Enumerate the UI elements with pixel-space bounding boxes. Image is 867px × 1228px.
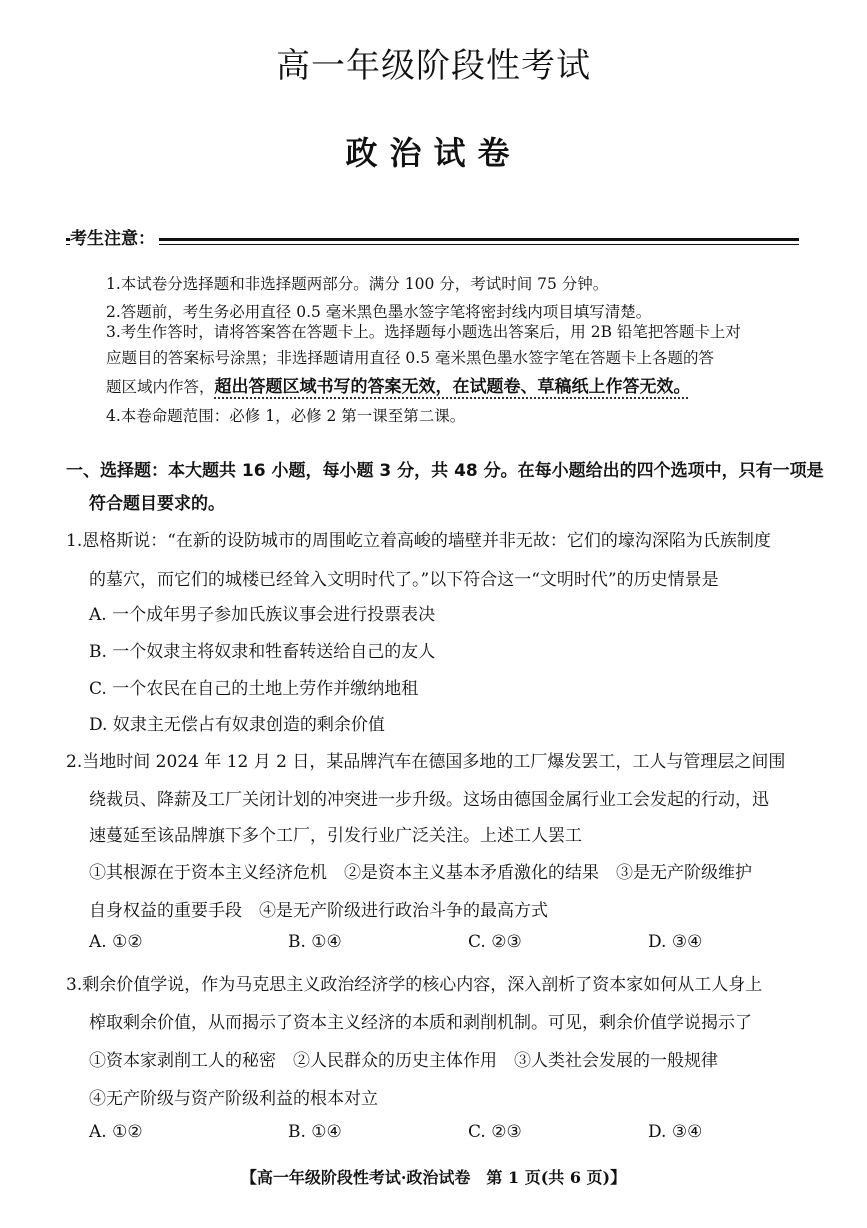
q2-option-c: C. ②③ bbox=[468, 932, 522, 952]
q1-option-b: B. 一个奴隶主将奴隶和牲畜转送给自己的友人 bbox=[89, 642, 436, 662]
q2-option-d: D. ③④ bbox=[648, 932, 703, 952]
q2-statements-line-1: ①其根源在于资本主义经济危机 ②是资本主义基本矛盾激化的结果 ③是无产阶级维护 bbox=[89, 863, 752, 883]
page-footer: 【高一年级阶段性考试·政治试卷 第 1 页(共 6 页)】 bbox=[240, 1168, 627, 1187]
q1-stem-line-2: 的墓穴，而它们的城楼已经耸入文明时代了。”以下符合这一“文明时代”的历史情景是 bbox=[89, 570, 719, 590]
q1-option-a: A. 一个成年男子参加氏族议事会进行投票表决 bbox=[89, 605, 436, 625]
notice-heading: 考生注意： bbox=[70, 224, 159, 249]
exam-title: 高一年级阶段性考试 bbox=[276, 46, 591, 86]
q3-option-d: D. ③④ bbox=[648, 1122, 703, 1142]
q3-stem-line-2: 榨取剩余价值，从而揭示了资本主义经济的本质和剥削机制。可见，剩余价值学说揭示了 bbox=[89, 1013, 752, 1033]
notice-emphasis: 超出答题区域书写的答案无效，在试题卷、草稿纸上作答无效。 bbox=[214, 377, 691, 397]
header-rule-thick bbox=[66, 238, 799, 241]
q2-stem-line-1: 2.当地时间 2024 年 12 月 2 日，某品牌汽车在德国多地的工厂爆发罢工，工人与管理层之间围 bbox=[66, 752, 786, 772]
exam-subject-title: 政治试卷 bbox=[345, 134, 522, 172]
q3-statements-line-1: ①资本家剥削工人的秘密 ②人民群众的历史主体作用 ③人类社会发展的一般规律 bbox=[89, 1051, 718, 1071]
notice-line-4: 4.本卷命题范围：必修 1，必修 2 第一课至第二课。 bbox=[106, 407, 466, 425]
q2-option-a: A. ①② bbox=[89, 932, 143, 952]
section-heading: 一、选择题：本大题共 16 小题，每小题 3 分，共 48 分。在每小题给出的四个选项中，只有一项是 bbox=[66, 461, 824, 481]
section-heading-cont: 符合题目要求的。 bbox=[89, 494, 225, 514]
q2-stem-line-3: 速蔓延至该品牌旗下多个工厂，引发行业广泛关注。上述工人罢工 bbox=[89, 826, 582, 846]
notice-line-3: 3.考生作答时，请将答案答在答题卡上。选择题每小题选出答案后，用 2B 铅笔把答题卡上对 bbox=[106, 323, 741, 341]
q1-option-c: C. 一个农民在自己的土地上劳作并缴纳地租 bbox=[89, 679, 419, 699]
q3-option-a: A. ①② bbox=[89, 1122, 143, 1142]
q3-statements-line-2: ④无产阶级与资产阶级利益的根本对立 bbox=[89, 1089, 378, 1109]
q2-stem-line-2: 绕裁员、降薪及工厂关闭计划的冲突进一步升级。这场由德国金属行业工会发起的行动，迅 bbox=[89, 790, 769, 810]
notice-line-2: 2.答题前，考生务必用直径 0.5 毫米黑色墨水签字笔将密封线内项目填写清楚。 bbox=[106, 303, 652, 321]
notice-line-3c-text: 题区域内作答， bbox=[106, 378, 215, 396]
q1-option-d: D. 奴隶主无偿占有奴隶创造的剩余价值 bbox=[89, 715, 385, 735]
q1-stem-line-1: 1.恩格斯说：“在新的设防城市的周围屹立着高峻的墙壁并非无故：它们的壕沟深陷为氏族制度 bbox=[66, 531, 771, 551]
notice-line-1: 1.本试卷分选择题和非选择题两部分。满分 100 分，考试时间 75 分钟。 bbox=[106, 275, 609, 293]
q2-statements-line-2: 自身权益的重要手段 ④是无产阶级进行政治斗争的最高方式 bbox=[89, 901, 548, 921]
header-rule-thin bbox=[66, 244, 799, 245]
notice-line-3c bbox=[106, 372, 691, 397]
notice-line-3b: 应题目的答案标号涂黑；非选择题请用直径 0.5 毫米黑色墨水签字笔在答题卡上各题的答 bbox=[106, 349, 715, 367]
q3-stem-line-1: 3.剩余价值学说，作为马克思主义政治经济学的核心内容，深入剖析了资本家如何从工人身上 bbox=[66, 975, 763, 995]
q3-option-b: B. ①④ bbox=[288, 1122, 342, 1142]
q3-option-c: C. ②③ bbox=[468, 1122, 522, 1142]
q2-option-b: B. ①④ bbox=[288, 932, 342, 952]
